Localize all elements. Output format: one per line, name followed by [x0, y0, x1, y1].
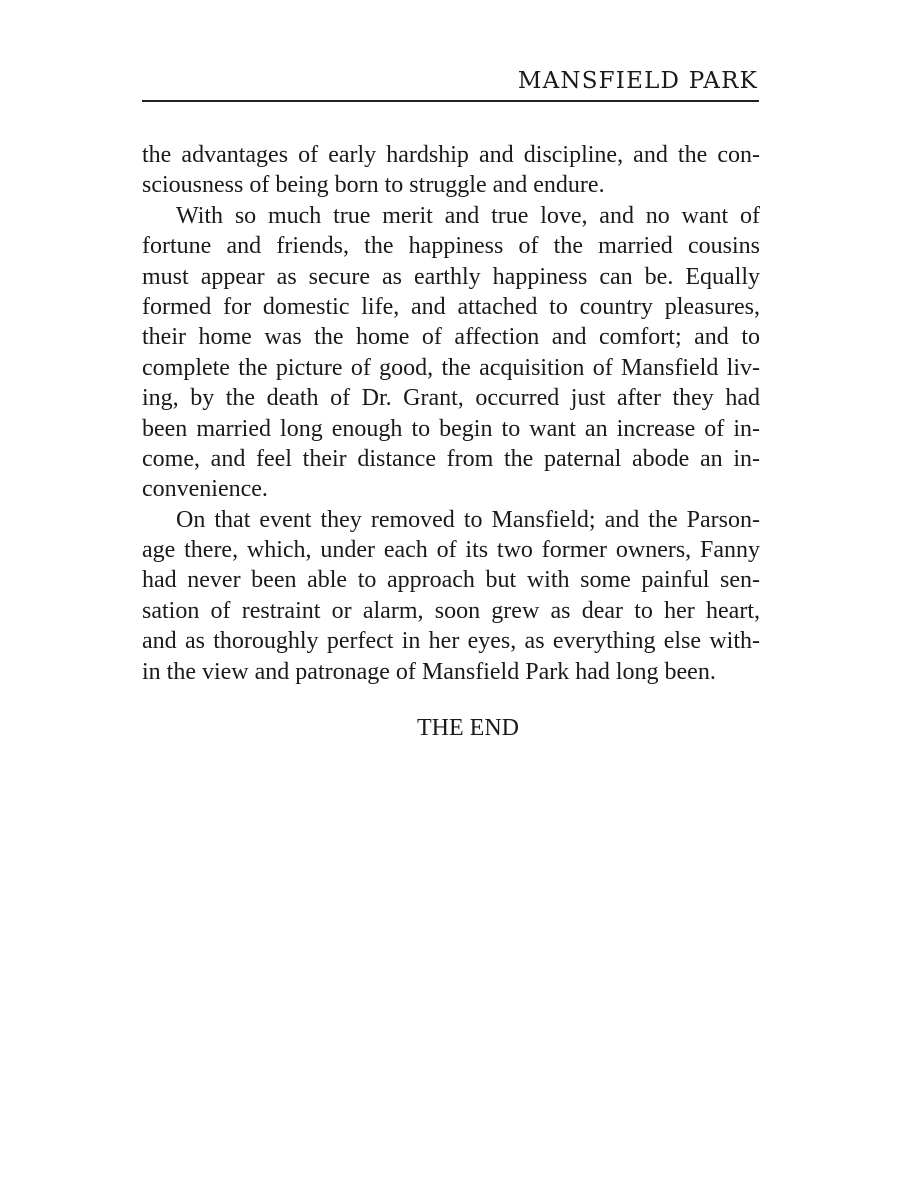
body-text	[142, 140, 760, 687]
text-line: With so much true merit and true love, and no want of	[176, 202, 760, 229]
text-line: come, and feel their distance from the paternal abode an in-	[142, 445, 760, 472]
text-line: On that event they removed to Mansfield; and the Parson-	[176, 506, 760, 533]
header-rule	[142, 100, 759, 102]
text-line: formed for domestic life, and attached to country pleasures,	[142, 293, 760, 320]
closing-text: THE END	[417, 715, 519, 741]
text-line: complete the picture of good, the acquisition of Mansfield liv-	[142, 354, 760, 381]
text-line: ing, by the death of Dr. Grant, occurred just after they had	[142, 385, 760, 412]
text-line: their home was the home of affection and comfort; and to	[142, 324, 760, 351]
text-line: sciousness of being born to struggle and endure.	[142, 172, 605, 199]
paragraph-3	[142, 505, 760, 687]
text-line: been married long enough to begin to want an increase of in-	[142, 415, 760, 442]
text-line: convenience.	[142, 476, 268, 503]
text-line: had never been able to approach but with some painful sen-	[142, 567, 760, 594]
text-line: and as thoroughly perfect in her eyes, as everything else with-	[142, 628, 760, 655]
paragraph-2	[142, 201, 760, 505]
text-line: age there, which, under each of its two former owners, Fanny	[142, 537, 760, 564]
text-line: sation of restraint or alarm, soon grew as dear to her heart,	[142, 597, 760, 624]
running-head: MANSFIELD PARK	[517, 68, 758, 94]
paragraph-1	[142, 140, 760, 201]
text-line: in the view and patronage of Mansfield Park had long been.	[142, 658, 716, 685]
text-line: fortune and friends, the happiness of the married cousins	[142, 233, 760, 260]
text-line: the advantages of early hardship and discipline, and the con-	[142, 142, 760, 168]
text-line: must appear as secure as earthly happiness can be. Equally	[142, 263, 760, 290]
